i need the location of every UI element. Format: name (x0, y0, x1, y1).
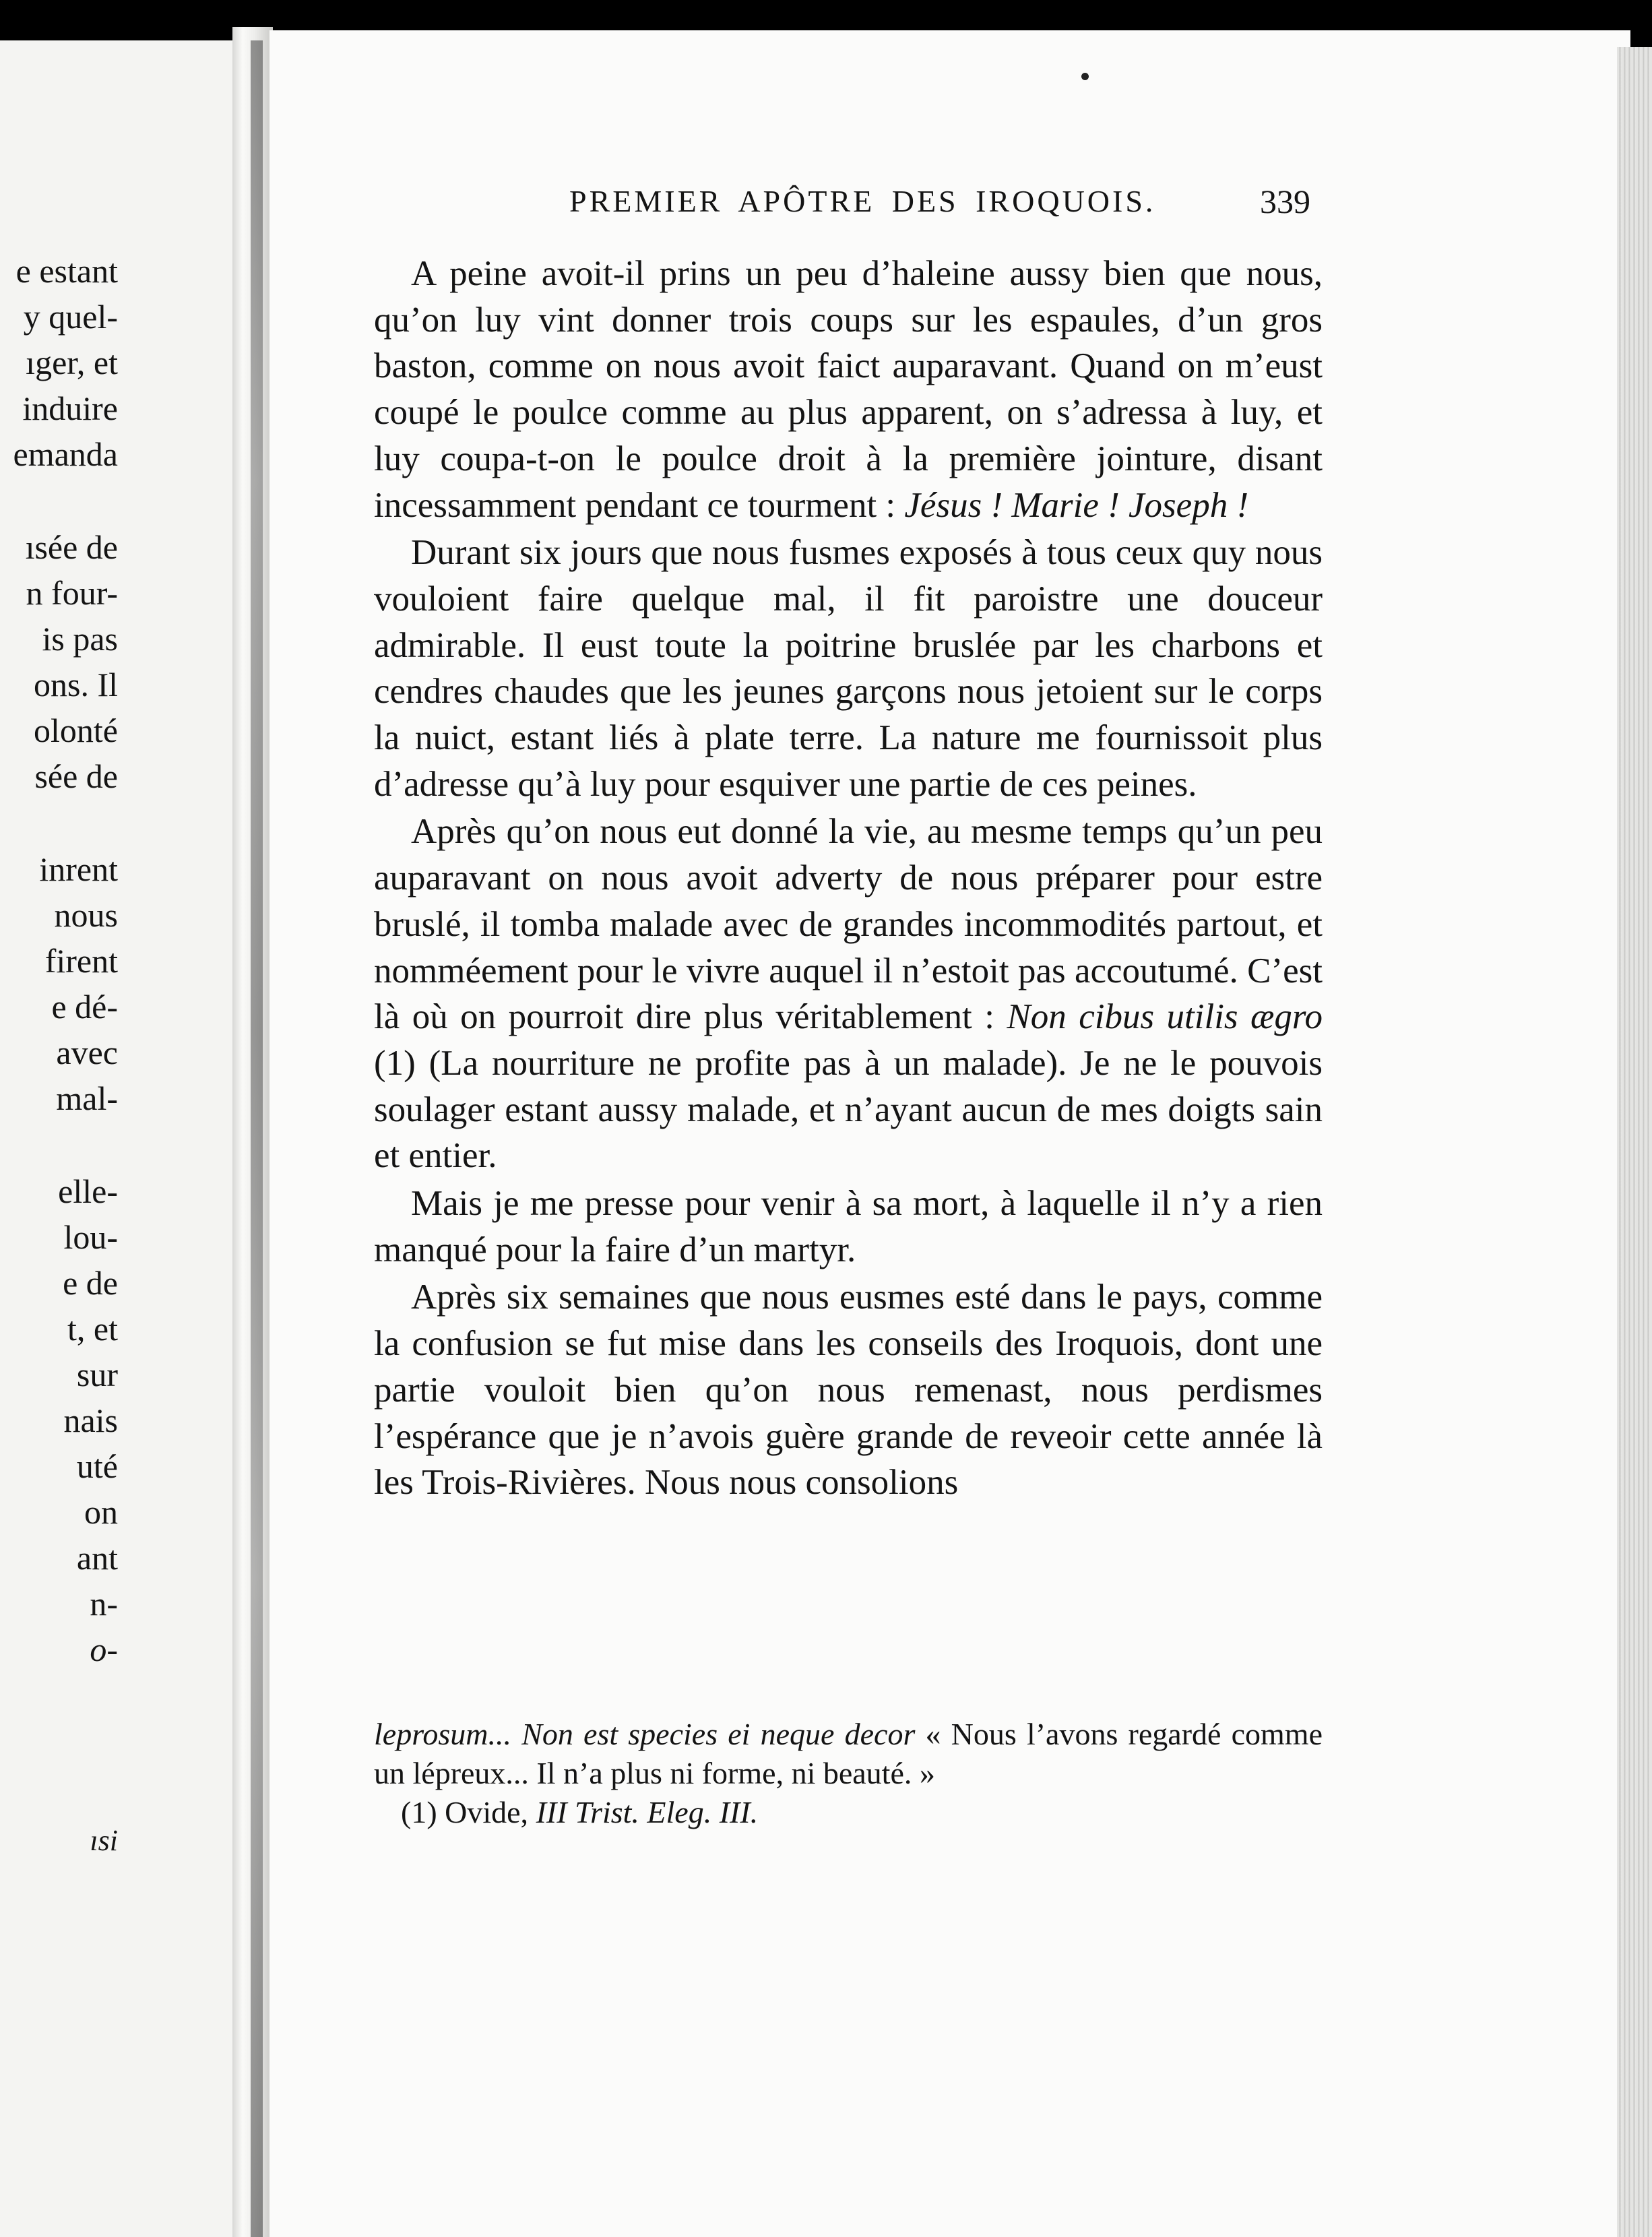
paragraph-text: (1) (La nourriture ne profite pas à un malade). Je ne le pouvois soulager estant aussy malade, et n’ayant aucun de mes doigts sain et entier. (374, 1043, 1323, 1176)
ink-speck (1081, 73, 1089, 80)
running-header: PREMIER APÔTRE DES IROQUOIS. (569, 184, 1156, 218)
left-fragment: nais (63, 1401, 118, 1439)
left-fragment: ısée de (25, 528, 118, 566)
left-fragment: inrent (39, 850, 118, 888)
citation: III Trist. Eleg. III. (536, 1795, 759, 1829)
footnotes (374, 1715, 1323, 1832)
paragraph (374, 251, 1323, 528)
footnote-1 (374, 1793, 1323, 1832)
left-fragment: e de (63, 1264, 118, 1302)
paragraph: Durant six jours que nous fusmes exposés à tous ceux quy nous vouloient faire quelque mal, il fit paroistre une douceur admirable. Il eust toute la poitrine bruslée par les charbons et cendres chaudes que les jeunes garçons nous jetoient sur le corps la nuict, estant liés à plate terre. La nature me fournissoit plus d’adresse qu’à luy pour esquiver une partie de ces peines. (374, 533, 1323, 804)
left-fragment: elle- (58, 1172, 118, 1210)
left-fragment: nous (54, 896, 118, 934)
left-fragment: ons. Il (34, 666, 118, 703)
footnote-text: « Nous l’avons regardé comme un lépreux... Il n’a plus ni forme, ni beauté. » (374, 1717, 1323, 1790)
left-fragment: mal- (56, 1079, 118, 1117)
paragraph: Mais je me presse pour venir à sa mort, à laquelle il n’y a rien manqué pour la faire d’un martyr. (374, 1184, 1323, 1269)
left-fragment: y quel- (23, 298, 118, 336)
footnote-text: (1) Ovide, (401, 1795, 536, 1829)
left-fragment: e estant (15, 252, 118, 290)
page-edges (1617, 47, 1652, 2237)
left-fragment: sée de (34, 757, 118, 795)
latin-quote: leprosum... Non est species ei neque decor (374, 1717, 916, 1751)
left-fragment: emanda (13, 435, 118, 473)
left-fragment: firent (44, 942, 118, 980)
italic-exclamation: Jésus ! Marie ! Joseph ! (904, 485, 1249, 525)
left-fragment: ısi (90, 1824, 118, 1857)
left-fragment: o- (90, 1631, 118, 1668)
left-page (0, 40, 232, 2237)
left-fragment: is pas (42, 620, 118, 658)
binding-thread (251, 40, 263, 2237)
left-fragment: uté (76, 1447, 118, 1485)
page-number: 339 (1260, 183, 1310, 220)
left-fragment: ıger, et (26, 344, 118, 381)
paragraph: Après six semaines que nous eusmes esté dans le pays, comme la confusion se fut mise dans les conseils des Iroquois, dont une partie vouloit bien qu’on nous remenast, nous perdismes l’espérance que je n’avois guère grande de reveoir cette année là les Trois-Rivières. Nous nous consolions (374, 1278, 1323, 1503)
left-fragment: sur (76, 1356, 118, 1393)
left-fragment: t, et (67, 1310, 118, 1348)
footnote-continuation (374, 1715, 1323, 1793)
left-fragment: olonté (34, 712, 118, 749)
left-fragment: e dé- (51, 988, 118, 1026)
latin-quote: Non cibus utilis ægro (1007, 997, 1323, 1037)
paragraph-text: A peine avoit-il prins un peu d’haleine aussy bien que nous, qu’on luy vint donner trois coups sur les espaules, d’un gros baston, comme on nous avoit faict auparavant. Quand on m’eust coupé le poulce comme au plus apparent, on s’adressa à luy, et luy coupa-t-on le poulce droit à la première jointure, disant incessamment pendant ce tourment : (374, 254, 1323, 525)
paragraph-text: Après qu’on nous eut donné la vie, au mesme temps qu’un peu auparavant on nous avoit adverty de nous préparer pour estre bruslé, il tomba malade avec de grandes incommodités partout, et nomméement pour le vivre auquel il n’estoit pas accoutumé. C’est là où on pourroit dire plus véritablement : (374, 812, 1323, 1037)
left-fragment: avec (56, 1034, 118, 1071)
left-fragment: induire (22, 389, 118, 427)
left-fragment: n four- (26, 574, 118, 612)
left-fragment: n- (90, 1585, 118, 1622)
body-text (374, 251, 1323, 1506)
paragraph (374, 809, 1323, 1179)
left-fragment: lou- (63, 1218, 118, 1256)
left-fragment: on (84, 1493, 118, 1531)
left-fragment: ant (76, 1539, 118, 1577)
